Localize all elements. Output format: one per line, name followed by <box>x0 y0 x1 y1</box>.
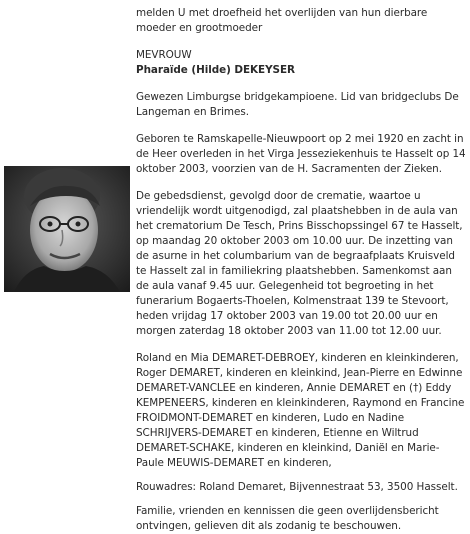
intro-text: melden U met droefheid het overlijden van hun dierbare moeder en grootmoeder <box>136 7 428 34</box>
obituary-text <box>136 6 466 534</box>
deceased-name: Pharaïde (Hilde) DEKEYSER <box>136 64 295 76</box>
address-text: Rouwadres: Roland Demaret, Bijvennestraat 53, 3500 Hasselt. <box>136 481 458 493</box>
family-text: Roland en Mia DEMARET-DEBROEY, kinderen en kleinkinderen, Roger DEMARET, kinderen en kleinkind, Jean-Pierre en Edwinne DEMARET-VANCLEE en kinderen, Annie DEMARET en (†) Eddy KEMPENEERS, kinderen en kleinkinderen, Raymond en Francine FROIDMONT-DEMARET en kinderen, Ludo en Nadine SCHRIJVERS-DEMARET en kinderen, Etienne en Wiltrud DEMARET-SCHAKE, kinderen en kleinkind, Daniël en Marie-Paule MEUWIS-DEMARET en kinderen, <box>136 352 465 469</box>
closing-text: Familie, vrienden en kennissen die geen overlijdensbericht ontvingen, gelieven dit als zodanig te beschouwen. <box>136 505 439 532</box>
bio-text: Gewezen Limburgse bridgekampioene. Lid van bridgeclubs De Langeman en Brimes. <box>136 91 459 118</box>
portrait-image <box>4 166 130 292</box>
service-text: De gebedsdienst, gevolgd door de crematie, waartoe u vriendelijk wordt uitgenodigd, zal plaatshebben in de aula van het crematorium De Tesch, Prins Bisschopssingel 67 te Hasselt, op maandag 20 oktober 2003 om 10.00 uur. De inzetting van de asurne in het columbarium van de begraafplaats Kruisveld te Hasselt zal in familiekring plaatshebben. Samenkomst aan de aula vanaf 9.45 uur. Gelegenheid tot begroeting in het funerarium Bogaerts-Thoelen, Kolmenstraat 139 te Stevoort, heden vrijdag 17 oktober 2003 van 19.00 tot 20.00 uur en morgen zaterdag 18 oktober 2003 van 11.00 tot 12.00 uur. <box>136 190 463 337</box>
portrait-photo <box>4 166 130 292</box>
birth-death-text: Geboren te Ramskapelle-Nieuwpoort op 2 mei 1920 en zacht in de Heer overleden in het Virga Jesseziekenhuis te Hasselt op 14 oktober 2003, voorzien van de H. Sacramenten der Zieken. <box>136 133 466 175</box>
salutation: MEVROUW <box>136 49 192 61</box>
